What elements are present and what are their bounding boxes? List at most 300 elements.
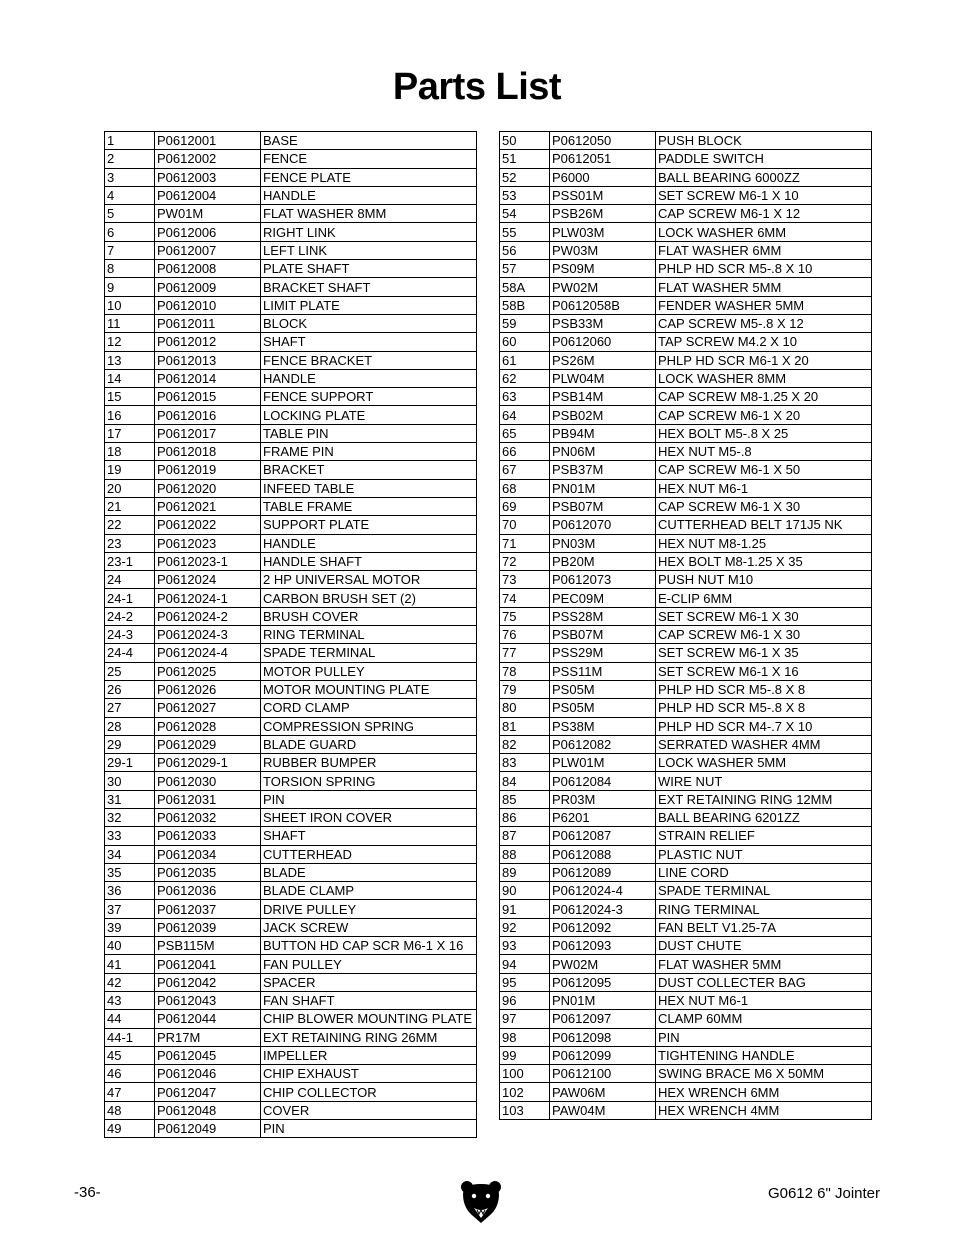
table-row [105,186,477,204]
ref-cell: 36 [105,882,155,900]
table-row [105,296,477,314]
table-row [500,699,872,717]
table-row [105,132,477,150]
part-number-cell: P6201 [550,808,656,826]
table-row [500,882,872,900]
ref-cell: 39 [105,918,155,936]
ref-cell: 76 [500,626,550,644]
description-cell: SHAFT [261,827,477,845]
table-row [500,406,872,424]
ref-cell: 98 [500,1028,550,1046]
table-row [500,150,872,168]
ref-cell: 45 [105,1046,155,1064]
ref-cell: 79 [500,680,550,698]
description-cell: PHLP HD SCR M5-.8 X 10 [656,260,872,278]
part-number-cell: P0612024-3 [155,626,261,644]
part-number-cell: P0612035 [155,863,261,881]
part-number-cell: P0612029-1 [155,754,261,772]
part-number-cell: P0612012 [155,333,261,351]
description-cell: HEX WRENCH 4MM [656,1101,872,1119]
part-number-cell: PSB02M [550,406,656,424]
description-cell: FENCE SUPPORT [261,388,477,406]
table-row [105,754,477,772]
part-number-cell: P0612088 [550,845,656,863]
ref-cell: 21 [105,497,155,515]
part-number-cell: PN01M [550,991,656,1009]
page-title: Parts List [392,66,562,108]
description-cell: FRAME PIN [261,443,477,461]
part-number-cell: P0612098 [550,1028,656,1046]
ref-cell: 81 [500,717,550,735]
description-cell: TAP SCREW M4.2 X 10 [656,333,872,351]
table-row [105,571,477,589]
table-row [105,827,477,845]
ref-cell: 99 [500,1046,550,1064]
table-row [105,900,477,918]
part-number-cell: P0612028 [155,717,261,735]
description-cell: CAP SCREW M6-1 X 50 [656,461,872,479]
description-cell: RING TERMINAL [656,900,872,918]
part-number-cell: P0612048 [155,1101,261,1119]
part-number-cell: P0612060 [550,333,656,351]
part-number-cell: P0612073 [550,571,656,589]
table-row [105,278,477,296]
ref-cell: 78 [500,662,550,680]
part-number-cell: PW02M [550,955,656,973]
ref-cell: 7 [105,241,155,259]
description-cell: SPADE TERMINAL [261,644,477,662]
table-row [500,260,872,278]
table-row [105,223,477,241]
part-number-cell: P0612089 [550,863,656,881]
ref-cell: 20 [105,479,155,497]
table-row [105,863,477,881]
ref-cell: 32 [105,808,155,826]
description-cell: SET SCREW M6-1 X 30 [656,607,872,625]
table-row [105,607,477,625]
description-cell: DUST CHUTE [656,937,872,955]
description-cell: BRACKET SHAFT [261,278,477,296]
part-number-cell: P0612010 [155,296,261,314]
description-cell: PHLP HD SCR M6-1 X 20 [656,351,872,369]
part-number-cell: PW02M [550,278,656,296]
description-cell: CHIP COLLECTOR [261,1083,477,1101]
table-row [105,1083,477,1101]
ref-cell: 75 [500,607,550,625]
description-cell: PUSH NUT M10 [656,571,872,589]
description-cell: RUBBER BUMPER [261,754,477,772]
part-number-cell: P0612100 [550,1065,656,1083]
ref-cell: 97 [500,1010,550,1028]
table-row [500,534,872,552]
ref-cell: 65 [500,424,550,442]
page-number: -36- [74,1184,101,1201]
ref-cell: 24-2 [105,607,155,625]
description-cell: CLAMP 60MM [656,1010,872,1028]
description-cell: HEX NUT M5-.8 [656,443,872,461]
part-number-cell: P0612095 [550,973,656,991]
part-number-cell: P0612027 [155,699,261,717]
table-row [500,443,872,461]
table-row [105,424,477,442]
table-row [500,1101,872,1119]
table-row [500,351,872,369]
description-cell: LIMIT PLATE [261,296,477,314]
description-cell: SET SCREW M6-1 X 35 [656,644,872,662]
description-cell: SPADE TERMINAL [656,882,872,900]
ref-cell: 3 [105,168,155,186]
ref-cell: 58A [500,278,550,296]
description-cell: MOTOR PULLEY [261,662,477,680]
description-cell: E-CLIP 6MM [656,589,872,607]
table-row [105,790,477,808]
ref-cell: 24-1 [105,589,155,607]
ref-cell: 73 [500,571,550,589]
table-row [500,168,872,186]
part-number-cell: P0612015 [155,388,261,406]
table-row [500,1028,872,1046]
part-number-cell: PAW04M [550,1101,656,1119]
table-row [105,1101,477,1119]
part-number-cell: PS38M [550,717,656,735]
description-cell: HANDLE [261,534,477,552]
part-number-cell: P0612003 [155,168,261,186]
part-number-cell: PSS11M [550,662,656,680]
description-cell: BRUSH COVER [261,607,477,625]
part-number-cell: P0612024-1 [155,589,261,607]
table-row [105,680,477,698]
part-number-cell: P0612046 [155,1065,261,1083]
ref-cell: 23-1 [105,552,155,570]
description-cell: TORSION SPRING [261,772,477,790]
ref-cell: 84 [500,772,550,790]
part-number-cell: P0612018 [155,443,261,461]
description-cell: WIRE NUT [656,772,872,790]
table-row [105,314,477,332]
ref-cell: 30 [105,772,155,790]
description-cell: RING TERMINAL [261,626,477,644]
table-row [105,717,477,735]
part-number-cell: P0612026 [155,680,261,698]
table-row [500,388,872,406]
ref-cell: 100 [500,1065,550,1083]
description-cell: EXT RETAINING RING 12MM [656,790,872,808]
ref-cell: 24-3 [105,626,155,644]
ref-cell: 18 [105,443,155,461]
description-cell: HEX WRENCH 6MM [656,1083,872,1101]
ref-cell: 29-1 [105,754,155,772]
table-row [500,827,872,845]
description-cell: TABLE PIN [261,424,477,442]
ref-cell: 50 [500,132,550,150]
table-row [105,1010,477,1028]
part-number-cell: P0612047 [155,1083,261,1101]
description-cell: BALL BEARING 6000ZZ [656,168,872,186]
ref-cell: 12 [105,333,155,351]
description-cell: HANDLE [261,369,477,387]
ref-cell: 48 [105,1101,155,1119]
ref-cell: 1 [105,132,155,150]
description-cell: FLAT WASHER 5MM [656,955,872,973]
table-row [500,241,872,259]
description-cell: SHAFT [261,333,477,351]
part-number-cell: P0612007 [155,241,261,259]
part-number-cell: P0612002 [155,150,261,168]
ref-cell: 41 [105,955,155,973]
description-cell: BLOCK [261,314,477,332]
description-cell: COVER [261,1101,477,1119]
description-cell: HEX BOLT M5-.8 X 25 [656,424,872,442]
part-number-cell: P0612030 [155,772,261,790]
ref-cell: 6 [105,223,155,241]
ref-cell: 64 [500,406,550,424]
part-number-cell: P0612044 [155,1010,261,1028]
part-number-cell: PB20M [550,552,656,570]
table-row [105,662,477,680]
description-cell: PIN [261,790,477,808]
table-row [105,552,477,570]
table-row [105,772,477,790]
description-cell: HEX NUT M6-1 [656,991,872,1009]
model-name: G0612 6" Jointer [767,1185,880,1202]
ref-cell: 63 [500,388,550,406]
table-row [500,1010,872,1028]
ref-cell: 102 [500,1083,550,1101]
description-cell: CAP SCREW M8-1.25 X 20 [656,388,872,406]
ref-cell: 2 [105,150,155,168]
table-row [105,351,477,369]
description-cell: 2 HP UNIVERSAL MOTOR [261,571,477,589]
table-row [105,626,477,644]
description-cell: FAN BELT V1.25-7A [656,918,872,936]
part-number-cell: P0612082 [550,735,656,753]
description-cell: COMPRESSION SPRING [261,717,477,735]
ref-cell: 66 [500,443,550,461]
part-number-cell: P0612058B [550,296,656,314]
ref-cell: 92 [500,918,550,936]
part-number-cell: P0612014 [155,369,261,387]
ref-cell: 62 [500,369,550,387]
table-row [500,644,872,662]
description-cell: SPACER [261,973,477,991]
table-row [500,973,872,991]
table-row [105,1120,477,1138]
table-row [500,845,872,863]
table-row [105,516,477,534]
ref-cell: 55 [500,223,550,241]
description-cell: IMPELLER [261,1046,477,1064]
ref-cell: 27 [105,699,155,717]
ref-cell: 9 [105,278,155,296]
description-cell: FAN PULLEY [261,955,477,973]
table-row [500,863,872,881]
table-row [105,479,477,497]
description-cell: STRAIN RELIEF [656,827,872,845]
part-number-cell: P0612033 [155,827,261,845]
part-number-cell: PR03M [550,790,656,808]
ref-cell: 58B [500,296,550,314]
part-number-cell: P0612049 [155,1120,261,1138]
ref-cell: 86 [500,808,550,826]
part-number-cell: PSB115M [155,937,261,955]
table-row [500,735,872,753]
part-number-cell: PAW06M [550,1083,656,1101]
description-cell: LEFT LINK [261,241,477,259]
part-number-cell: PEC09M [550,589,656,607]
part-number-cell: P0612036 [155,882,261,900]
table-row [500,333,872,351]
ref-cell: 77 [500,644,550,662]
table-row [500,186,872,204]
description-cell: BASE [261,132,477,150]
table-row [500,662,872,680]
ref-cell: 53 [500,186,550,204]
part-number-cell: P0612043 [155,991,261,1009]
description-cell: HANDLE [261,186,477,204]
description-cell: HEX NUT M8-1.25 [656,534,872,552]
ref-cell: 33 [105,827,155,845]
ref-cell: 80 [500,699,550,717]
description-cell: BLADE GUARD [261,735,477,753]
part-number-cell: P0612042 [155,973,261,991]
ref-cell: 10 [105,296,155,314]
part-number-cell: P0612024-4 [155,644,261,662]
ref-cell: 88 [500,845,550,863]
ref-cell: 95 [500,973,550,991]
description-cell: FENDER WASHER 5MM [656,296,872,314]
part-number-cell: PS05M [550,680,656,698]
description-cell: CHIP EXHAUST [261,1065,477,1083]
description-cell: PUSH BLOCK [656,132,872,150]
part-number-cell: P0612070 [550,516,656,534]
table-row [105,845,477,863]
description-cell: SHEET IRON COVER [261,808,477,826]
part-number-cell: PLW03M [550,223,656,241]
table-row [500,808,872,826]
table-row [105,589,477,607]
ref-cell: 28 [105,717,155,735]
part-number-cell: P0612006 [155,223,261,241]
table-row [105,882,477,900]
ref-cell: 93 [500,937,550,955]
table-row [500,772,872,790]
table-row [500,132,872,150]
description-cell: PHLP HD SCR M4-.7 X 10 [656,717,872,735]
parts-table-left [104,131,477,1138]
table-row [105,406,477,424]
table-row [500,1083,872,1101]
table-row [500,937,872,955]
part-number-cell: P0612084 [550,772,656,790]
part-number-cell: PW03M [550,241,656,259]
table-row [105,333,477,351]
description-cell: LOCK WASHER 8MM [656,369,872,387]
table-row [500,479,872,497]
table-row [105,1028,477,1046]
ref-cell: 25 [105,662,155,680]
table-row [105,644,477,662]
part-number-cell: PSS01M [550,186,656,204]
part-number-cell: P0612032 [155,808,261,826]
table-row [105,1065,477,1083]
part-number-cell: P0612009 [155,278,261,296]
ref-cell: 19 [105,461,155,479]
description-cell: FLAT WASHER 8MM [261,205,477,223]
description-cell: INFEED TABLE [261,479,477,497]
description-cell: DUST COLLECTER BAG [656,973,872,991]
table-row [500,991,872,1009]
part-number-cell: P0612004 [155,186,261,204]
ref-cell: 51 [500,150,550,168]
part-number-cell: P0612051 [550,150,656,168]
part-number-cell: PSS29M [550,644,656,662]
ref-cell: 17 [105,424,155,442]
part-number-cell: P6000 [550,168,656,186]
ref-cell: 34 [105,845,155,863]
table-row [500,1046,872,1064]
description-cell: PIN [656,1028,872,1046]
ref-cell: 70 [500,516,550,534]
table-row [500,680,872,698]
ref-cell: 44-1 [105,1028,155,1046]
ref-cell: 82 [500,735,550,753]
ref-cell: 60 [500,333,550,351]
part-number-cell: P0612041 [155,955,261,973]
part-number-cell: P0612093 [550,937,656,955]
part-number-cell: P0612099 [550,1046,656,1064]
table-row [500,497,872,515]
table-row [105,241,477,259]
table-row [105,260,477,278]
ref-cell: 29 [105,735,155,753]
table-row [500,205,872,223]
part-number-cell: P0612013 [155,351,261,369]
description-cell: FLAT WASHER 5MM [656,278,872,296]
ref-cell: 26 [105,680,155,698]
ref-cell: 43 [105,991,155,1009]
table-row [500,278,872,296]
ref-cell: 67 [500,461,550,479]
description-cell: SERRATED WASHER 4MM [656,735,872,753]
ref-cell: 49 [105,1120,155,1138]
description-cell: PHLP HD SCR M5-.8 X 8 [656,680,872,698]
description-cell: PIN [261,1120,477,1138]
ref-cell: 22 [105,516,155,534]
table-row [105,534,477,552]
table-row [500,717,872,735]
part-number-cell: P0612022 [155,516,261,534]
part-number-cell: P0612045 [155,1046,261,1064]
table-row [105,955,477,973]
table-row [105,1046,477,1064]
table-row [500,900,872,918]
description-cell: JACK SCREW [261,918,477,936]
part-number-cell: P0612034 [155,845,261,863]
part-number-cell: P0612020 [155,479,261,497]
part-number-cell: PSB33M [550,314,656,332]
description-cell: FENCE PLATE [261,168,477,186]
part-number-cell: PN01M [550,479,656,497]
description-cell: SUPPORT PLATE [261,516,477,534]
table-row [500,607,872,625]
ref-cell: 56 [500,241,550,259]
description-cell: MOTOR MOUNTING PLATE [261,680,477,698]
part-number-cell: P0612017 [155,424,261,442]
ref-cell: 90 [500,882,550,900]
table-row [500,461,872,479]
part-number-cell: P0612024-3 [550,900,656,918]
ref-cell: 91 [500,900,550,918]
